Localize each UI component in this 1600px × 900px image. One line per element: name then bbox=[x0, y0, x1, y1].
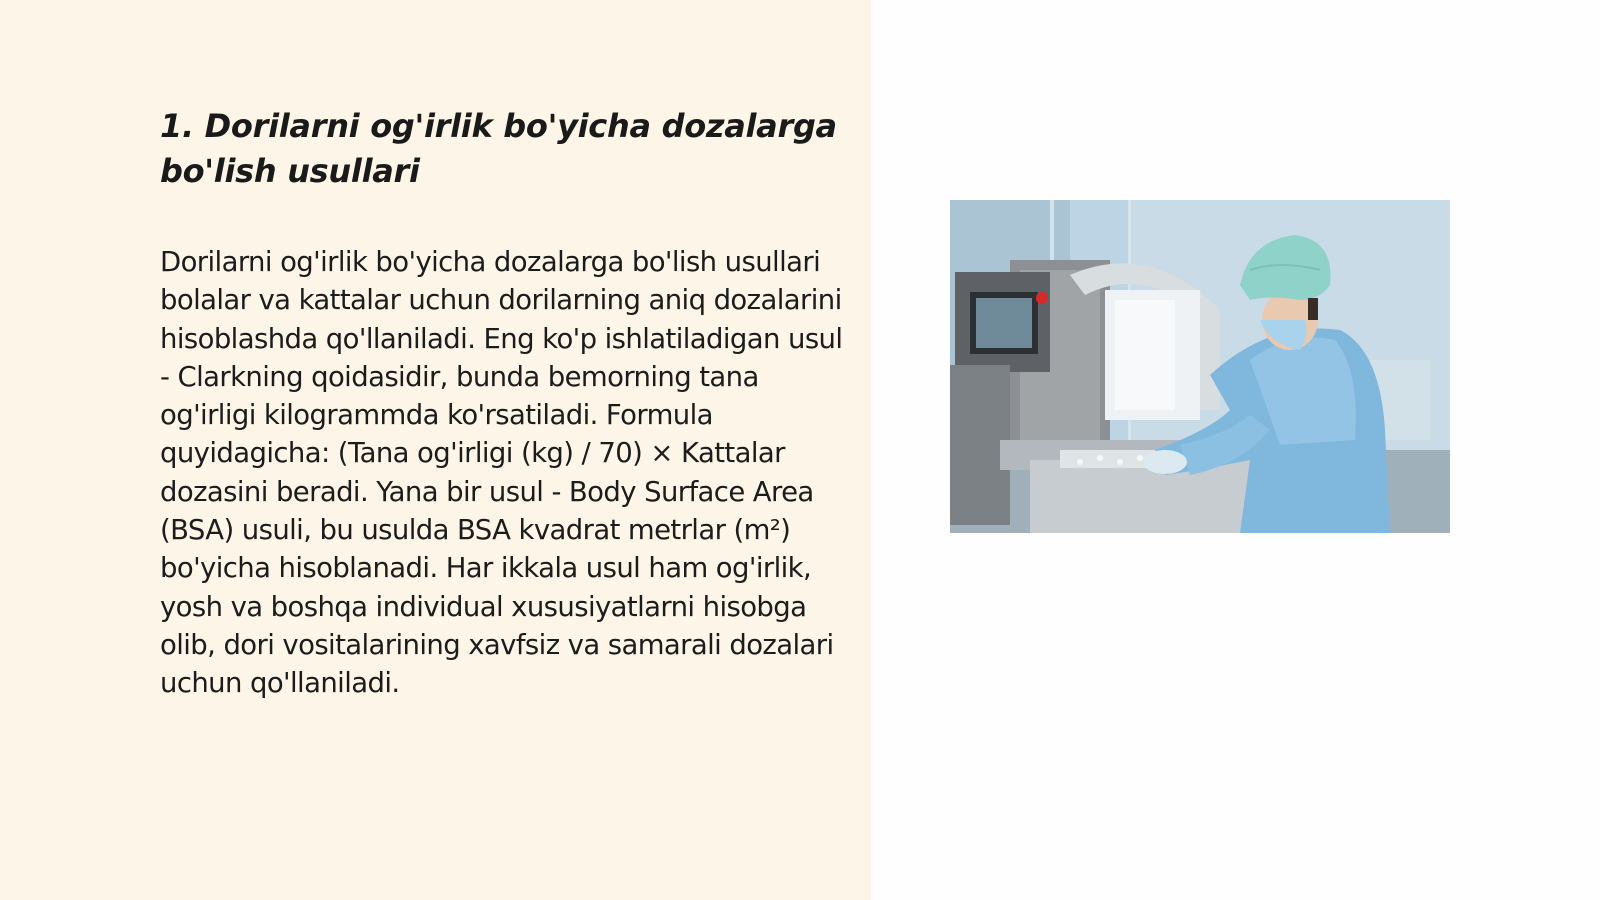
pharmacy-worker-photo bbox=[950, 200, 1450, 533]
slide-body-text: Dorilarni og'irlik bo'yicha dozalarga bo'lish usullari bolalar va kattalar uchun dorilarning aniq dozalarini hisoblashda qo'llaniladi. Eng ko'p ishlatiladigan usul - Clarkning qoidasidir, bunda bemorning tana og'irligi kilogrammda ko'rsatiladi. Formula quyidagicha: (Tana og'irligi (kg) / 70) × Kattalar dozasini beradi. Yana bir usul - Body Surface Area (BSA) usuli, bu usulda BSA kvadrat metrlar (m²) bo'yicha hisoblanadi. Har ikkala usul ham og'irlik, yosh va boshqa individual xususiyatlarni hisobga olib, dori vositalarining xavfsiz va samarali dozalari uchun qo'llaniladi. bbox=[160, 246, 843, 700]
slide-title: 1. Dorilarni og'irlik bo'yicha dozalarga bo'lish usullari bbox=[160, 107, 837, 190]
